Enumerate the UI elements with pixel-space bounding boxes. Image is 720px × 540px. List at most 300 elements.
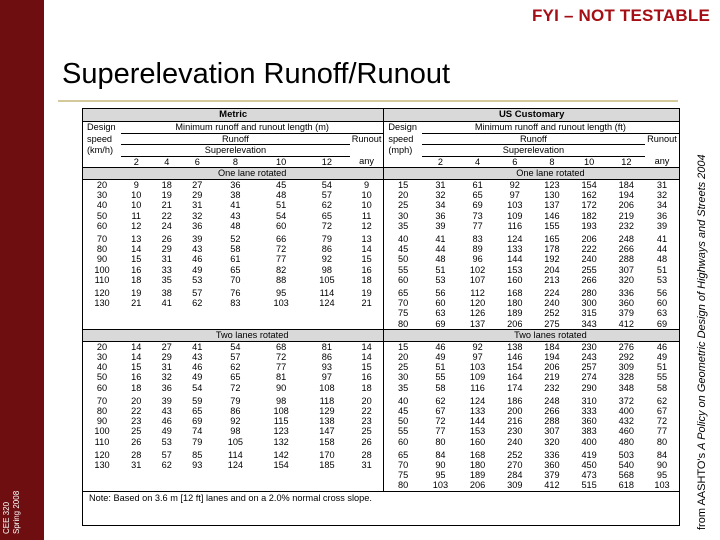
metric-cell: 26 [361,436,372,447]
metric-cell [213,480,259,491]
metric-cell: 65 [321,210,333,221]
metric-cell: 10 [361,200,372,211]
us-cell: 65 [384,288,422,298]
table-row [83,211,679,221]
us-cell: 219 [618,210,635,221]
metric-cell: 29 [192,190,203,201]
us-cell: 230 [581,341,597,352]
us-cell: 137 [469,318,486,329]
us-cell: 320 [544,436,560,447]
metric-cell: 72 [276,352,287,363]
us-cell: 20 [384,190,422,200]
us-cell: 379 [544,470,560,481]
us-se-value: 4 [459,156,496,168]
metric-cell: 57 [230,352,241,363]
table-row [83,190,679,200]
sidebar [0,0,44,540]
us-runoff-label: Runoff [422,133,645,145]
table-row [83,450,679,460]
us-cell: 168 [469,449,486,460]
us-cell: 41 [656,234,668,245]
us-cell: 133 [507,244,523,255]
metric-cell: 68 [276,341,287,352]
us-cell: 123 [544,180,560,190]
metric-cell: 24 [161,220,172,231]
metric-cell: 26 [131,436,142,447]
us-header: US Customary [384,109,679,122]
us-cell: 46 [656,341,668,352]
us-cell: 97 [509,190,520,201]
us-cell: 51 [656,264,668,275]
us-cell: 112 [470,288,485,299]
metric-cell: 60 [276,220,287,231]
metric-cell: 72 [276,244,287,255]
metric-cell: 58 [230,244,241,255]
us-cell: 116 [470,382,485,393]
table-note-row [83,491,679,504]
table-row [83,416,679,426]
metric-cell: 108 [273,406,289,417]
us-cell: 53 [656,274,668,285]
metric-cell: 90 [96,416,108,427]
us-cell: 266 [581,274,597,285]
metric-cell: 154 [273,460,289,471]
metric-cell: 38 [161,288,172,299]
us-cell: 80 [384,319,422,330]
metric-cell: 83 [230,298,241,309]
metric-cell: 21 [361,298,372,309]
table-row [83,308,679,318]
us-cell: 30 [384,372,422,382]
metric-cell: 61 [230,254,241,265]
us-cell: 248 [544,395,560,406]
us-cell: 200 [507,406,523,417]
table-row [83,200,679,210]
us-cell: 473 [581,470,597,481]
metric-cell: 18 [131,274,142,285]
one-lane-label-us: One lane rotated [422,168,679,180]
us-cell: 103 [507,200,523,211]
us-cell: 172 [581,200,597,211]
us-cell: 180 [469,460,486,471]
table-row [83,470,679,480]
metric-cell [213,470,259,480]
metric-cell: 31 [361,460,372,471]
metric-cell [83,470,121,480]
us-cell: 300 [581,298,597,309]
metric-cell: 86 [230,406,241,417]
us-cell: 50 [384,416,422,426]
us-cell: 35 [384,383,422,396]
metric-cell: 93 [192,460,203,471]
metric-cell: 97 [321,372,333,383]
metric-cell: 27 [161,341,172,352]
metric-cell [213,308,259,318]
us-cell: 103 [469,362,486,373]
metric-cell [304,319,350,330]
us-cell: 65 [472,190,483,201]
superelevation-values-row [83,156,679,168]
metric-cell: 29 [161,244,172,255]
us-cell: 40 [384,234,422,244]
us-cell: 275 [544,318,560,329]
metric-cell [350,470,384,480]
us-cell: 63 [435,308,446,319]
metric-cell: 41 [192,341,203,352]
us-cell: 372 [618,395,635,406]
us-cell: 255 [581,264,597,275]
metric-cell: 57 [192,288,203,299]
metric-cell [258,480,304,491]
metric-cell: 110 [94,436,110,447]
metric-cell: 120 [94,449,110,460]
metric-se-value: 8 [213,156,259,168]
metric-cell: 81 [276,372,287,383]
metric-cell: 15 [361,254,372,265]
metric-cell: 54 [321,180,333,190]
metric-cell: 41 [230,200,241,211]
us-cell: 61 [472,180,483,190]
us-cell: 222 [581,244,597,255]
metric-cell: 129 [319,406,335,417]
us-cell: 288 [618,254,635,265]
metric-cell: 105 [319,274,335,285]
metric-cell: 15 [131,362,142,373]
us-cell: 46 [435,341,446,352]
metric-cell: 62 [192,298,203,309]
metric-cell: 69 [192,416,203,427]
us-cell: 84 [435,449,446,460]
metric-cell: 40 [96,200,108,211]
metric-cell: 43 [230,210,241,221]
us-cell: 97 [472,352,483,363]
us-cell: 146 [507,352,523,363]
metric-cell: 49 [192,264,203,275]
metric-cell: 30 [96,352,108,363]
metric-cell: 77 [276,254,287,265]
table-row [83,275,679,288]
us-design-label: Design [384,122,422,134]
metric-cell: 30 [96,190,108,201]
us-cell: 84 [656,449,668,460]
us-cell: 274 [581,372,597,383]
us-cell: 186 [507,395,523,406]
us-cell: 460 [618,426,635,437]
metric-cell: 92 [321,254,333,265]
metric-cell: 54 [192,382,203,393]
us-cell: 39 [656,220,668,231]
metric-cell: 33 [161,264,172,275]
us-cell: 206 [469,480,486,491]
us-cell: 292 [618,352,635,363]
metric-cell: 50 [96,372,108,383]
us-cell: 182 [581,210,597,221]
metric-cell: 20 [96,180,108,190]
us-cell: 184 [618,180,635,190]
metric-cell: 65 [230,372,241,383]
table-row [83,288,679,298]
metric-cell: 35 [161,274,172,285]
metric-cell [258,470,304,480]
metric-cell: 23 [361,416,372,427]
metric-cell: 124 [227,460,244,471]
us-se-value: 2 [422,156,459,168]
section-spacer [83,168,121,180]
metric-cell: 27 [192,180,203,190]
us-cell: 25 [384,362,422,372]
us-cell: 343 [581,318,597,329]
metric-cell: 11 [131,210,142,221]
us-cell: 63 [656,308,668,319]
metric-cell: 48 [276,190,287,201]
metric-cell: 14 [131,244,142,255]
us-unit-label: (mph) [384,145,422,157]
us-se-value: 12 [608,156,645,168]
us-cell: 48 [435,254,446,265]
metric-cell: 57 [321,190,333,201]
metric-cell [121,470,152,480]
metric-cell: 10 [131,200,142,211]
metric-cell [83,319,121,330]
us-cell: 40 [384,396,422,406]
metric-cell [182,470,213,480]
metric-cell: 31 [161,362,172,373]
metric-cell: 39 [192,234,203,245]
metric-cell: 14 [361,352,372,363]
us-cell: 120 [469,298,486,309]
us-cell: 360 [581,416,597,427]
metric-runout-label: Runout [351,133,382,144]
us-cell: 31 [656,180,668,190]
metric-se-value: any [350,156,384,168]
us-cell: 336 [618,288,635,299]
table-row [83,426,679,436]
us-cell: 126 [469,308,486,319]
us-cell: 116 [507,220,523,231]
us-cell: 194 [544,352,560,363]
metric-cell: 98 [321,264,333,275]
metric-cell: 90 [96,254,108,265]
metric-cell: 72 [230,382,241,393]
us-speed-label: speed [384,133,422,145]
us-cell: 109 [469,372,486,383]
metric-cell: 43 [192,352,203,363]
metric-cell: 95 [276,288,287,299]
runoff-table [82,108,680,526]
us-cell: 69 [656,318,668,329]
metric-cell: 20 [361,395,372,406]
us-superelevation-label: Superelevation [422,145,645,157]
metric-cell: 70 [96,234,108,245]
metric-cell: 28 [131,449,142,460]
us-cell: 206 [618,200,635,211]
metric-cell: 48 [230,220,241,231]
metric-cell: 76 [230,288,241,299]
metric-cell: 20 [131,395,142,406]
course-term: Spring 2008 [12,490,21,534]
us-cell: 515 [581,480,597,491]
us-cell: 400 [618,406,635,417]
us-cell: 77 [472,220,483,231]
us-cell: 44 [656,244,668,255]
section-spacer [384,329,422,341]
metric-cell: 25 [361,426,372,437]
metric-cell [350,308,384,318]
metric-cell: 49 [192,372,203,383]
section-spacer [83,329,121,341]
metric-cell: 50 [96,210,108,221]
us-cell: 266 [618,244,635,255]
us-cell: 77 [435,426,446,437]
metric-cell: 19 [131,288,142,299]
us-cell: 290 [581,382,597,393]
section-spacer [384,168,422,180]
us-cell: 34 [656,200,668,211]
metric-cell: 11 [361,210,372,221]
us-cell: 67 [656,406,668,417]
metric-cell: 90 [276,382,287,393]
metric-cell: 185 [319,460,335,471]
metric-cell: 36 [161,382,172,393]
us-cell: 192 [544,254,560,265]
us-cell: 49 [435,352,446,363]
table-row [83,298,679,308]
table-row [83,372,679,382]
us-runout-label: Runout [647,133,677,144]
metric-cell [213,319,259,330]
us-cell: 51 [435,264,446,275]
us-cell: 618 [618,480,635,491]
metric-design-label: Design [87,122,116,133]
metric-cell: 46 [161,416,172,427]
us-cell: 75 [384,470,422,480]
us-cell: 280 [581,288,597,299]
us-cell: 412 [618,318,635,329]
metric-cell: 115 [273,416,289,427]
metric-cell: 9 [133,180,139,190]
us-cell: 41 [435,234,446,245]
us-cell: 89 [472,244,483,255]
metric-cell: 120 [94,288,110,299]
us-cell: 219 [544,372,560,383]
us-cell: 124 [469,395,486,406]
metric-cell: 85 [192,449,203,460]
metric-cell: 81 [321,341,333,352]
metric-cell [304,308,350,318]
us-cell: 60 [384,437,422,450]
metric-cell: 51 [276,200,287,211]
us-cell: 224 [544,288,560,299]
us-cell: 133 [469,406,486,417]
metric-cell: 53 [192,274,203,285]
metric-cell: 70 [96,395,108,406]
us-cell: 383 [581,426,597,437]
us-cell: 400 [581,436,597,447]
us-cell: 90 [656,460,668,471]
us-cell: 232 [618,220,635,231]
metric-cell: 82 [276,264,287,275]
us-cell: 80 [435,436,446,447]
us-cell: 45 [384,406,422,416]
us-cell: 184 [544,341,560,352]
metric-se-spacer [83,156,121,168]
us-cell: 62 [656,395,668,406]
us-cell: 206 [581,234,597,245]
table-row [83,437,679,450]
metric-cell: 114 [228,449,243,460]
us-cell: 144 [507,254,523,265]
metric-cell: 32 [161,372,172,383]
us-cell: 180 [507,298,523,309]
metric-cell: 74 [192,426,203,437]
metric-cell: 18 [131,382,142,393]
metric-header: Metric [83,109,384,122]
us-cell: 62 [435,395,446,406]
us-cell: 48 [656,254,668,265]
metric-cell: 32 [192,210,203,221]
metric-cell: 62 [321,200,333,211]
metric-cell: 31 [161,254,172,265]
metric-cell: 22 [131,406,142,417]
two-lanes-section-header [83,329,679,341]
metric-cell: 10 [131,190,142,201]
us-cell: 25 [384,200,422,210]
metric-cell: 13 [131,234,142,245]
us-cell: 336 [544,449,560,460]
metric-cell: 79 [230,395,241,406]
us-cell: 44 [435,244,446,255]
metric-cell [83,480,121,491]
metric-cell [258,319,304,330]
metric-cell: 79 [321,234,333,245]
title-divider [58,100,678,102]
metric-cell: 86 [321,352,333,363]
metric-cell: 46 [192,254,203,265]
metric-cell [152,308,183,318]
metric-cell: 66 [276,234,287,245]
us-cell: 307 [544,426,560,437]
metric-cell: 57 [161,449,172,460]
us-cell: 480 [618,436,635,447]
us-cell: 144 [469,416,486,427]
metric-cell: 170 [319,449,335,460]
us-cell: 31 [435,180,446,190]
metric-cell: 21 [161,200,172,211]
metric-cell [152,470,183,480]
us-cell: 568 [618,470,635,481]
us-cell: 213 [544,274,560,285]
us-cell: 15 [384,341,422,352]
metric-min-label: Minimum runoff and runout length (m) [121,122,384,134]
us-cell: 36 [435,210,446,221]
metric-cell: 80 [96,244,108,255]
us-cell: 92 [509,180,520,190]
us-cell: 72 [435,416,446,427]
us-cell: 30 [384,211,422,221]
us-cell: 69 [435,318,446,329]
us-cell: 257 [581,362,597,373]
us-cell: 95 [435,470,446,481]
metric-cell: 114 [319,288,335,299]
metric-superelevation-label: Superelevation [121,145,350,157]
table-row [83,383,679,396]
us-cell: 20 [384,352,422,362]
us-cell: 32 [435,190,446,201]
metric-cell: 21 [131,298,142,309]
metric-cell: 16 [361,264,372,275]
table-row [83,221,679,234]
us-cell: 15 [384,180,422,191]
